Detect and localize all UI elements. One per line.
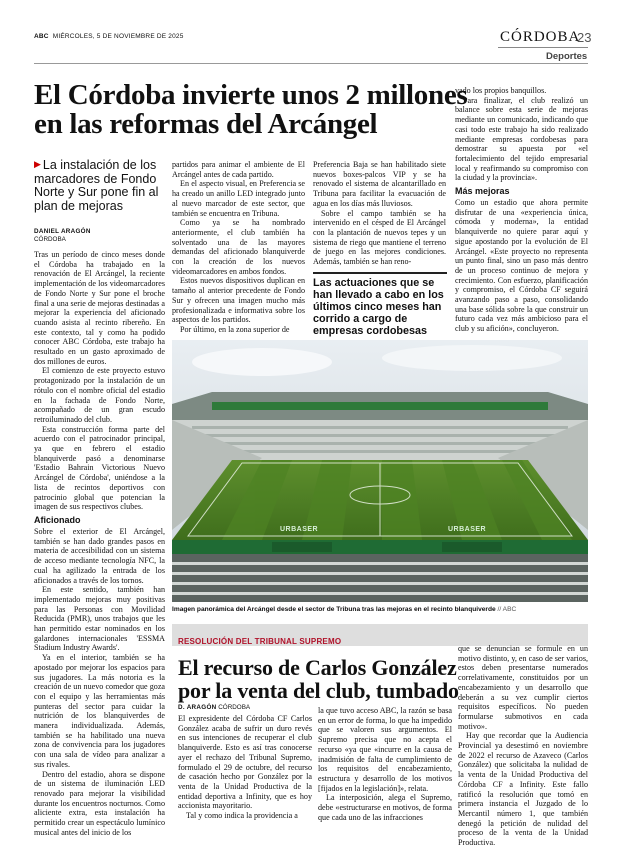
paragraph: Como ya se ha nombrado anteriormente, el club también ha solventado una de las mayores demandas del aficionado blanquiverde con la creación de los nuevos videomarcadores en ambos fondos.	[172, 218, 305, 276]
paragraph: En este sentido, también han implementado mejoras muy positivas para las Personas con Movilidad Reducida (PMR), unos trabajos que les han permitido estar nominados en los galardones internacionales 'ESSMA Stadium Industry Awards'.	[34, 585, 165, 653]
main-headline-line1: El Córdoba invierte unos 2 millones	[34, 79, 468, 111]
paragraph: Ya en el interior, también se ha apostado por mejorar los espacios para sus jugadores. La más notoria es la creación de un nuevo comedor que goza con el equipo y las herramientas más punteras del sector para cuidar la nutrición de los blanquiverdes de manera individualizada. Además, también se ha habilitado una nueva zona de convivencia para los jugadores con una sala de vídeo para analizar a sus rivales.	[34, 653, 165, 769]
main-headline-line2: en las reformas del Arcángel	[34, 108, 378, 140]
paragraph: Hay que recordar que la Audiencia Provincial ya desestimó en noviembre de 2022 el recurso de Azaveco (Carlos González) que solicitaba la nulidad de la venta de la Unidad Productiva del Córdoba CF a Infinity. Este fallo ratificó la resolución que tomó en primera instancia el Juzgado de lo Mercantil número 1, que también denegó la petición de nulidad del proceso de la venta de la Unidad Productiva.	[458, 731, 588, 848]
ad-board-left: URBASER	[280, 526, 319, 533]
paragraph: vado los propios banquillos.	[455, 86, 547, 95]
second-column-2	[318, 706, 452, 822]
subhead-mas-mejoras: Más mejoras	[455, 186, 510, 197]
photo-caption	[172, 606, 592, 613]
header-divider	[498, 47, 588, 48]
paragraph: El expresidente del Córdoba CF Carlos González acaba de sufrir un duro revés en sus intenciones de recuperar el club blanquiverde. Esto es así tras conocerse ayer el rechazo del Tribunal Supremo, formulado el 29 de octubre, del recurso de casación hecho por González por la venta de la Unidad Productiva de la entidad deportiva a Infinity, que es hoy accionista mayoritario.	[178, 714, 312, 811]
second-headline	[178, 656, 468, 702]
main-column-4	[455, 86, 588, 334]
paragraph: El comienzo de este proyecto estuvo protagonizado por la instalación de un rótulo con el nombre oficial del estadio en la fachada de Fondo Norte, acompañado de un gran escudo retroiluminado del club.	[34, 366, 165, 424]
photo-credit: // ABC	[497, 606, 517, 613]
main-column-1	[34, 250, 165, 837]
masthead	[34, 33, 184, 40]
main-column-2	[172, 160, 305, 335]
second-headline-line1: El recurso de Carlos González	[178, 655, 457, 680]
paragraph: Preferencia Baja se han habilitado siete nuevos boxes-palcos VIP y se ha renovado el sistema de alcantarillado en Tribuna para facilitar la evacuación de agua en los días más lluviosos.	[313, 160, 446, 208]
paragraph: La interposición, alega el Supremo, debe «estructurarse en motivos, de forma que cada uno de las infracciones	[318, 793, 452, 822]
main-byline	[34, 228, 91, 244]
brand-label: ABC	[34, 33, 49, 40]
second-column-1	[178, 714, 312, 821]
second-byline-place: CÓRDOBA	[218, 704, 251, 711]
pull-quote-rule	[313, 272, 447, 274]
stadium-photo	[172, 340, 588, 602]
byline-place: CÓRDOBA	[34, 236, 66, 243]
main-column-3	[313, 160, 446, 267]
paragraph: Dentro del estadio, ahora se dispone de un sistema de iluminación LED renovado para mejorar la visibilidad durante los encuentros nocturnos. Como aliciente extra, esta instalación ha permitido crear un espectáculo lumínico musical antes del inicio de los	[34, 769, 165, 837]
subsection-label: Deportes	[546, 51, 588, 62]
main-lede	[34, 158, 164, 213]
second-kicker: RESOLUCIÓN DEL TRIBUNAL SUPREMO	[178, 637, 342, 646]
section-title: CÓRDOBA	[500, 29, 581, 45]
issue-date: MIÉRCOLES, 5 DE NOVIEMBRE DE 2025	[52, 33, 184, 40]
paragraph: la que tuvo acceso ABC, la razón se basa en un error de forma, lo que ha impedido que se valoren sus argumentos. El Supremo precisa que no acepta el recurso «ya que «incurre en la causa de inadmisión de falta de cumplimiento de los requisitos del encabezamiento, estructura y desarrollo de los motivos [fijados en la legislación]», relata.	[318, 706, 452, 793]
paragraph: Como un estadio que ahora permite disfrutar de una «experiencia única, cómoda y moderna», la entidad blanquiverde no quiere parar aquí y sigue apostando por la evolución de El Arcángel. «Este proyecto no representa un punto final, sino un paso más dentro de un proceso continuo de mejora y crecimiento. Con esfuerzo, planificación y compromiso, el Córdoba CF seguirá avanzando paso a paso, consolidando una base sólida sobre la que construir un futuro cada vez más ambicioso para el club y su afición», concluyeron.	[455, 198, 588, 334]
page-number: 23	[577, 30, 592, 45]
paragraph: que se denuncian se formule en un motivo distinto, y, en caso de ser varios, estos deben presentarse numerados correlativamente, constituidos por un encabezamiento y un desarrollo que deberán a su vez cumplir ciertos requisitos específicos. No pueden formularse submotivos en cada motivo».	[458, 644, 588, 731]
paragraph: partidos para animar el ambiente de El Arcángel antes de cada partido.	[172, 160, 305, 179]
second-column-3	[458, 644, 588, 848]
subhead-aficionado: Aficionado	[34, 514, 81, 525]
lede-text: La instalación de los marcadores de Fondo Norte y Sur pone fin al plan de mejoras	[34, 158, 159, 213]
paragraph: Sobre el exterior de El Arcángel, también se han dado grandes pasos en materia de accesibilidad con un sistema de acceso mediante tecnología NFC, la cual ha agilizado la entrada de los aficionados a través de los tornos.	[34, 526, 165, 585]
paragraph: Estos nuevos dispositivos duplican en tamaño al anterior precedente de Fondo Sur y ofrecen una imagen mucho más profesionalizada e informativa sobre los aspectos de los partidos.	[172, 276, 305, 325]
ad-board-right: URBASER	[448, 526, 487, 533]
stadium-illustration	[172, 340, 588, 602]
arrow-right-icon: ▶	[34, 159, 41, 169]
paragraph: Para finalizar, el club realizó un balance sobre esta serie de mejoras mediante un comunicado, indicando que casi todo este trabajo ha sido realizado mediante empresas cordobesas para demostrar su apuesta por «el fortalecimiento del tejido empresarial local y reafirmando su compromiso con la ciudad y la provincia».	[455, 95, 588, 183]
paragraph: En el aspecto visual, en Preferencia se ha creado un anillo LED integrado junto al nuevo marcador de este sector, que también se encuentra en Tribuna.	[172, 179, 305, 218]
paragraph: Sobre el campo también se ha intervenido en el césped de El Arcángel con la plantación de nuevos tepes y un sistema de riego que mantiene el terreno de juego en las mejores condiciones. Además, también se han reno-	[313, 208, 446, 267]
second-headline-line2: por la venta del club, tumbado	[178, 678, 459, 703]
header-rule	[34, 63, 588, 64]
paragraph: Tras un período de cinco meses donde el Córdoba ha trabajado en la renovación de El Arcángel, la reciente implementación de los videomarcadores de Fondo Norte y Sur pone el broche final a una serie de mejoras destinadas a mejorar la experiencia del aficionado cuando asista al recinto ribereño. En este contexto, tal y como ha podido conocer ABC Córdoba, este trabajo ha resultado en un gasto aproximado de dos millones de euros.	[34, 250, 165, 366]
photo-caption-text: Imagen panorámica del Arcángel desde el sector de Tribuna tras las mejoras en el recinto blanquiverde	[172, 606, 496, 613]
paragraph: Esta construcción forma parte del acuerdo con el patrocinador principal, ya que en febrero el estadio blanquiverde pasó a denominarse 'Estadio Bahrain Victorious Nuevo Arcángel de Córdoba', uniéndose a la lista de recintos deportivos con patrocinio global que potencian la imagen de sus respectivos clubes.	[34, 424, 165, 512]
paragraph: Por último, en la zona superior de	[180, 324, 290, 334]
byline-author: DANIEL ARAGÓN	[34, 228, 91, 235]
paragraph: Tal y como indica la providencia a	[186, 811, 298, 821]
second-byline-author: D. ARAGÓN	[178, 704, 217, 711]
second-byline	[178, 704, 250, 712]
pull-quote: Las actuaciones que se han llevado a cabo en los últimos cinco meses han corrido a cargo de empresas cordobesas	[313, 277, 444, 337]
